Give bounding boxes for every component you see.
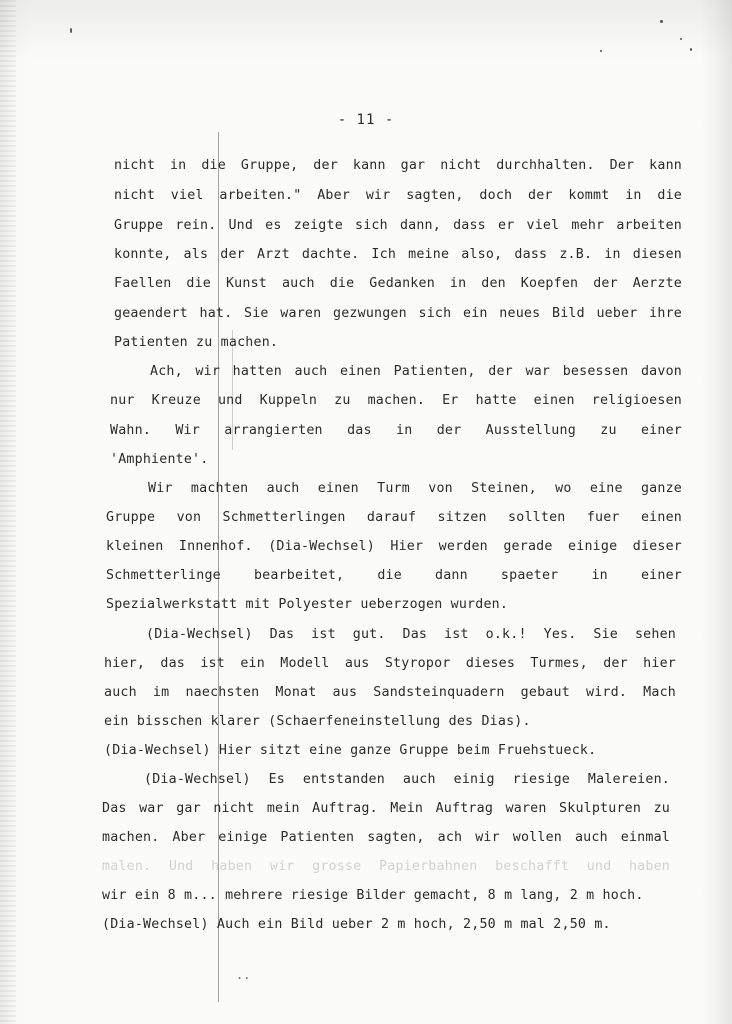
- text-line-13: Gruppe von Schmetterlingen darauf sitzen sollten fuer einen: [106, 510, 682, 525]
- text-line-9: nur Kreuze und Kuppeln zu machen. Er hatte einen religioesen: [110, 393, 682, 408]
- scan-speck: [70, 28, 72, 33]
- text-line-23: Das war gar nicht mein Auftrag. Mein Auftrag waren Skulpturen zu: [102, 801, 670, 816]
- text-line-1: nicht in die Gruppe, der kann gar nicht durchhalten. Der kann: [114, 158, 682, 173]
- text-line-8: Ach, wir hatten auch einen Patienten, der war besessen davon: [150, 364, 682, 379]
- text-line-19: auch im naechsten Monat aus Sandsteinquadern gebaut wird. Mach: [104, 685, 676, 700]
- text-line-11: 'Amphiente'.: [110, 452, 209, 467]
- scan-shadow-top: [0, 0, 732, 60]
- text-line-21: (Dia-Wechsel) Hier sitzt eine ganze Gruppe beim Fruehstueck.: [104, 743, 597, 758]
- scan-speck: [660, 20, 663, 23]
- text-line-6: geaendert hat. Sie waren gezwungen sich ein neues Bild ueber ihre: [114, 306, 682, 321]
- text-line-4: konnte, als der Arzt dachte. Ich meine also, dass z.B. in diesen: [114, 247, 682, 262]
- text-line-3: Gruppe rein. Und es zeigte sich dann, dass er viel mehr arbeiten: [114, 218, 682, 233]
- text-line-10: Wahn. Wir arrangierten das in der Ausstellung zu einer: [110, 423, 682, 438]
- text-line-12: Wir machten auch einen Turm von Steinen, wo eine ganze: [148, 481, 682, 496]
- text-line-5: Faellen die Kunst auch die Gedanken in den Koepfen der Aerzte: [114, 276, 682, 291]
- text-line-15: Schmetterlinge bearbeitet, die dann spaeter in einer: [106, 568, 682, 583]
- text-line-22: (Dia-Wechsel) Es entstanden auch einig riesige Malereien.: [144, 772, 670, 787]
- footer-dots: ..: [236, 968, 251, 982]
- text-line-14: kleinen Innenhof. (Dia-Wechsel) Hier werden gerade einige dieser: [106, 539, 682, 554]
- scan-speck: [690, 48, 692, 51]
- scan-speck: [680, 38, 682, 40]
- text-line-16: Spezialwerkstatt mit Polyester ueberzogen wurden.: [106, 597, 509, 612]
- text-line-25: malen. Und haben wir grosse Papierbahnen beschafft und haben: [102, 859, 670, 874]
- page-number: - 11 -: [337, 112, 395, 128]
- text-line-17: (Dia-Wechsel) Das ist gut. Das ist o.k.! Yes. Sie sehen: [146, 627, 676, 642]
- scan-speck: [600, 50, 602, 52]
- scan-edge-left: [0, 0, 16, 1024]
- text-line-26: wir ein 8 m... mehrere riesige Bilder gemacht, 8 m lang, 2 m hoch.: [102, 888, 644, 903]
- text-line-27: (Dia-Wechsel) Auch ein Bild ueber 2 m hoch, 2,50 m mal 2,50 m.: [102, 917, 611, 932]
- text-line-2: nicht viel arbeiten." Aber wir sagten, doch der kommt in die: [114, 188, 682, 203]
- text-line-7: Patienten zu machen.: [114, 335, 279, 350]
- text-line-24: machen. Aber einige Patienten sagten, ach wir wollen auch einmal: [102, 830, 670, 845]
- text-line-18: hier, das ist ein Modell aus Styropor dieses Turmes, der hier: [104, 656, 676, 671]
- text-line-20: ein bisschen klarer (Schaerfeneinstellung des Dias).: [104, 714, 531, 729]
